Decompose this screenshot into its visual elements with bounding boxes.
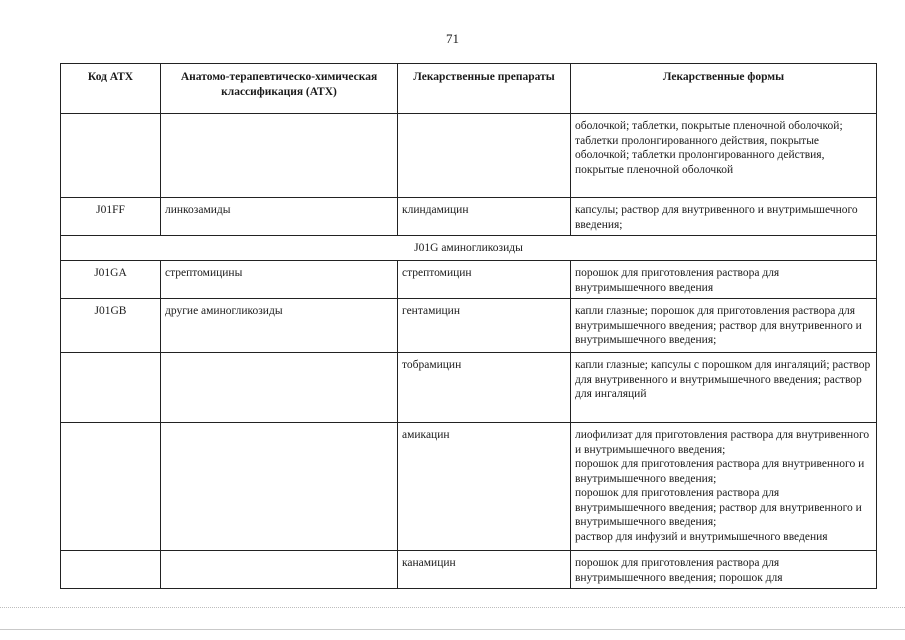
atx-code-cell: J01FF — [61, 198, 161, 236]
atx-code-cell — [61, 551, 161, 589]
header-forms: Лекарственные формы — [571, 64, 877, 114]
atx-code-cell: J01GA — [61, 261, 161, 299]
classification-cell: линкозамиды — [161, 198, 398, 236]
table-row — [61, 423, 877, 551]
forms-cell: лиофилизат для приготовления раствора для внутривенного и внутримышечного введения; порошок для приготовления раствора для внутривенного и внутримышечного введения; порошок для приготовления раствора для внутримышечного введения; раствор для внутривенного и внутримышечного введения; раствор для инфузий и внутримышечного введения — [571, 423, 877, 551]
forms-cell: капли глазные; порошок для приготовления раствора для внутримышечного введения; раствор для внутривенного и внутримышечного введения; — [571, 299, 877, 353]
atx-code-cell — [61, 114, 161, 198]
header-classification: Анатомо-терапевтическо-химическая классификация (АТХ) — [161, 64, 398, 114]
header-drugs: Лекарственные препараты — [398, 64, 571, 114]
group-heading: J01G аминогликозиды — [61, 236, 877, 261]
table-row — [61, 551, 877, 589]
forms-cell: капсулы; раствор для внутривенного и внутримышечного введения; — [571, 198, 877, 236]
atx-code-cell — [61, 353, 161, 423]
drug-cell: гентамицин — [398, 299, 571, 353]
drug-cell — [398, 114, 571, 198]
forms-cell: порошок для приготовления раствора для внутримышечного введения; порошок для — [571, 551, 877, 589]
table-row — [61, 353, 877, 423]
scan-artifact-line — [0, 629, 905, 630]
drug-cell: стрептомицин — [398, 261, 571, 299]
drug-cell: тобрамицин — [398, 353, 571, 423]
table-row — [61, 299, 877, 353]
classification-cell: стрептомицины — [161, 261, 398, 299]
classification-cell — [161, 423, 398, 551]
group-row — [61, 236, 877, 261]
forms-cell: порошок для приготовления раствора для внутримышечного введения — [571, 261, 877, 299]
atx-code-cell: J01GB — [61, 299, 161, 353]
atx-code-cell — [61, 423, 161, 551]
forms-cell: капли глазные; капсулы с порошком для ингаляций; раствор для внутривенного и внутримышечного введения; раствор для ингаляций — [571, 353, 877, 423]
table-row — [61, 261, 877, 299]
drug-cell: амикацин — [398, 423, 571, 551]
forms-cell: оболочкой; таблетки, покрытые пленочной оболочкой; таблетки пролонгированного действия, покрытые оболочкой; таблетки пролонгированного действия, покрытые пленочной оболочкой — [571, 114, 877, 198]
page-number: 71 — [446, 31, 459, 46]
drug-cell: клиндамицин — [398, 198, 571, 236]
table-header-row — [61, 64, 877, 114]
classification-cell: другие аминогликозиды — [161, 299, 398, 353]
table-row — [61, 198, 877, 236]
classification-cell — [161, 114, 398, 198]
scan-artifact-line — [0, 607, 905, 608]
classification-cell — [161, 551, 398, 589]
drug-cell: канамицин — [398, 551, 571, 589]
table-row — [61, 114, 877, 198]
classification-cell — [161, 353, 398, 423]
header-code: Код АТХ — [61, 64, 161, 114]
atx-table — [60, 63, 877, 589]
